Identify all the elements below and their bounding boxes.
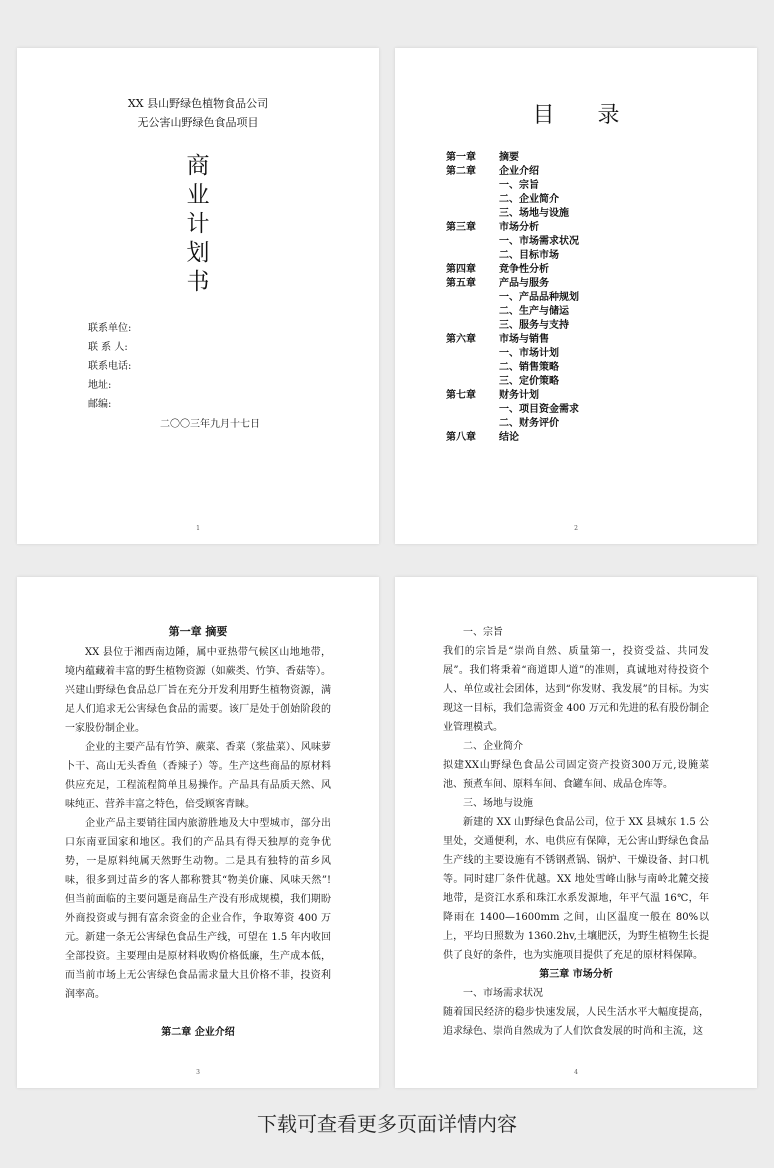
contact-unit: 联系单位: xyxy=(88,323,132,334)
project-name: 无公害山野绿色食品项目 xyxy=(137,116,259,129)
chapter-title: 第三章 市场分析 xyxy=(539,969,613,980)
paragraph: 企业产品主要销往国内旅游胜地及大中型城市，部分出口东南亚国家和地区。我们的产品具有得天独厚的竞争优势，一是原料纯属天然野生动物。二是具有独特的苗乡风味，很多到过苗乡的客人都称赞其“物美价廉、风味天然”! 但当前面临的主要问题是商品生产没有形成规模，我们期盼外商投资或与拥有富余资金的企业合作，争取筹资 400 万元。新建一条无公害绿色食品生产线，可望在 1.5 年内收回全部投资。主要理由是原材料收购价格低廉，生产成本低，而当前市场上无公害绿色食品需求量大且价格不菲，投资利润率高。 xyxy=(65,818,331,1000)
cover-title xyxy=(17,152,379,297)
toc-section-row xyxy=(446,305,579,319)
chapter-body xyxy=(443,623,709,1041)
toc-entry-title: 摘要 xyxy=(499,152,519,163)
toc-entry-title: 竞争性分析 xyxy=(499,264,549,275)
toc-chapter-row xyxy=(446,151,579,165)
cover-header xyxy=(17,94,379,132)
toc-entry-title: 企业介绍 xyxy=(499,166,539,177)
paragraph: 新建的 XX 山野绿色食品公司，位于 XX 县城东 1.5 公里处，交通便利，水、电供应有保障，无公害山野绿色食品生产线的主要设施有不锈钢煮锅、锅炉、干燥设备、封口机等。同时建厂条件优越。XX 地处雪峰山脉与南岭北麓交接地带，是资江水系和珠江水系发源地，年平气温 16℃，年降雨在 1400—1600mm 之间，山区温度一般在 80%以上，平均日照数为 1360.2hv,土壤肥沃，为野生植物生长提供了良好的条件，也为实施项目提供了充足的原材料保障。 xyxy=(443,817,709,961)
toc-entry-title: 三、场地与设施 xyxy=(499,208,569,219)
contact-postcode: 邮编: xyxy=(88,399,112,410)
toc-section-row xyxy=(446,417,579,431)
toc-chapter-number: 第三章 xyxy=(446,222,476,233)
paragraph: 我们的宗旨是“崇尚自然、质量第一，投资受益、共同发展”。我们将秉着“商道即人道”的准则，真诚地对待投资个人、单位或社会团体，达到“你发财、我发展”的目标。为实现这一目标，我们急需资金 400 万元和先进的私有股份制企业管理模式。 xyxy=(443,646,709,733)
page-number: 1 xyxy=(196,525,200,532)
toc-list xyxy=(446,151,579,445)
toc-entry-title: 一、市场计划 xyxy=(499,348,559,359)
toc-section-row xyxy=(446,291,579,305)
toc-section-row xyxy=(446,249,579,263)
toc-section-row xyxy=(446,361,579,375)
toc-entry-title: 三、服务与支持 xyxy=(499,320,569,331)
toc-entry-title: 三、定价策略 xyxy=(499,376,559,387)
title-char: 划 xyxy=(186,240,210,266)
title-char: 计 xyxy=(186,211,210,237)
toc-chapter-row xyxy=(446,263,579,277)
toc-chapter-number: 第七章 xyxy=(446,390,476,401)
paragraph: 企业的主要产品有竹笋、蕨菜、香菜（浆盐菜）、风味萝卜干、高山无头香鱼（香辣子）等。生产这些商品的原材料供应充足，工程流程简单且易操作。产品具有品质天然、风味纯正、营养丰富之特色，倍受顾客青睐。 xyxy=(65,742,331,810)
toc-chapter-number: 第五章 xyxy=(446,278,476,289)
contact-phone: 联系电话: xyxy=(88,361,132,372)
toc-chapter-row xyxy=(446,221,579,235)
toc-chapter-row xyxy=(446,165,579,179)
company-name: XX 县山野绿色植物食品公司 xyxy=(127,97,269,110)
toc-entry-title: 市场与销售 xyxy=(499,334,549,345)
toc-chapter-row xyxy=(446,333,579,347)
toc-section-row xyxy=(446,319,579,333)
toc-chapter-number: 第六章 xyxy=(446,334,476,345)
toc-chapter-row xyxy=(446,389,579,403)
toc-section-row xyxy=(446,347,579,361)
page-number: 2 xyxy=(574,525,578,532)
toc-entry-title: 二、销售策略 xyxy=(499,362,559,373)
section-title: 三、场地与设施 xyxy=(463,798,533,809)
toc-chapter-number: 第八章 xyxy=(446,432,476,443)
title-char: 业 xyxy=(186,182,210,208)
chapter1-page xyxy=(17,577,379,1088)
paragraph: 拟建XX山野绿色食品公司固定资产投资300万元,设腌菜池、预煮车间、原料车间、食罐车间、成品仓库等。 xyxy=(443,760,709,790)
toc-chapter-row xyxy=(446,277,579,291)
contact-person: 联 系 人: xyxy=(88,342,128,353)
page-number: 4 xyxy=(574,1069,578,1076)
toc-entry-title: 二、目标市场 xyxy=(499,250,559,261)
paragraph: XX 县位于湘西南边陲，属中亚热带气候区山地地带，境内蕴藏着丰富的野生植物资源（如蕨类、竹笋、香菇等）。兴建山野绿色食品总厂旨在充分开发利用野生植物资源，满足人们追求无公害绿色食品的需要。该厂是处于创始阶段的一家股份制企业。 xyxy=(65,647,331,734)
toc-chapter-row xyxy=(446,431,579,445)
title-char: 书 xyxy=(186,269,210,295)
toc-section-row xyxy=(446,403,579,417)
contact-info xyxy=(88,319,131,414)
cover-date: 二〇〇三年九月十七日 xyxy=(160,419,260,430)
toc-entry-title: 一、项目资金需求 xyxy=(499,404,579,415)
toc-chapter-number: 第四章 xyxy=(446,264,476,275)
toc-section-row xyxy=(446,235,579,249)
next-chapter-title: 第二章 企业介绍 xyxy=(161,1027,235,1038)
toc-entry-title: 市场分析 xyxy=(499,222,539,233)
toc-entry-title: 二、生产与储运 xyxy=(499,306,569,317)
chapter2-page xyxy=(395,577,757,1088)
title-char: 商 xyxy=(186,153,210,179)
chapter-title: 第一章 摘要 xyxy=(168,625,228,638)
toc-section-row xyxy=(446,375,579,389)
chapter-body xyxy=(65,643,331,1004)
toc-section-row xyxy=(446,179,579,193)
toc-section-row xyxy=(446,207,579,221)
toc-entry-title: 财务计划 xyxy=(499,390,539,401)
toc-title: 目 录 xyxy=(532,103,638,128)
toc-section-row xyxy=(446,193,579,207)
download-more-link[interactable]: 下载可查看更多页面详情内容 xyxy=(257,1112,517,1136)
toc-chapter-number: 第二章 xyxy=(446,166,476,177)
section-title: 一、宗旨 xyxy=(463,627,503,638)
toc-entry-title: 二、财务评价 xyxy=(499,418,559,429)
toc-entry-title: 一、宗旨 xyxy=(499,180,539,191)
toc-chapter-number: 第一章 xyxy=(446,152,476,163)
toc-entry-title: 结论 xyxy=(499,432,519,443)
section-title: 一、市场需求状况 xyxy=(463,988,543,999)
contact-address: 地址: xyxy=(88,380,112,391)
section-title: 二、企业简介 xyxy=(463,741,523,752)
toc-entry-title: 一、市场需求状况 xyxy=(499,236,579,247)
toc-page xyxy=(395,48,757,544)
toc-entry-title: 产品与服务 xyxy=(499,278,549,289)
cover-page xyxy=(17,48,379,544)
page-number: 3 xyxy=(196,1069,200,1076)
toc-entry-title: 一、产品品种规划 xyxy=(499,292,579,303)
toc-entry-title: 二、企业简介 xyxy=(499,194,559,205)
paragraph: 随着国民经济的稳步快速发展，人民生活水平大幅度提高，追求绿色、崇尚自然成为了人们饮食发展的时尚和主流，这 xyxy=(443,1007,709,1037)
